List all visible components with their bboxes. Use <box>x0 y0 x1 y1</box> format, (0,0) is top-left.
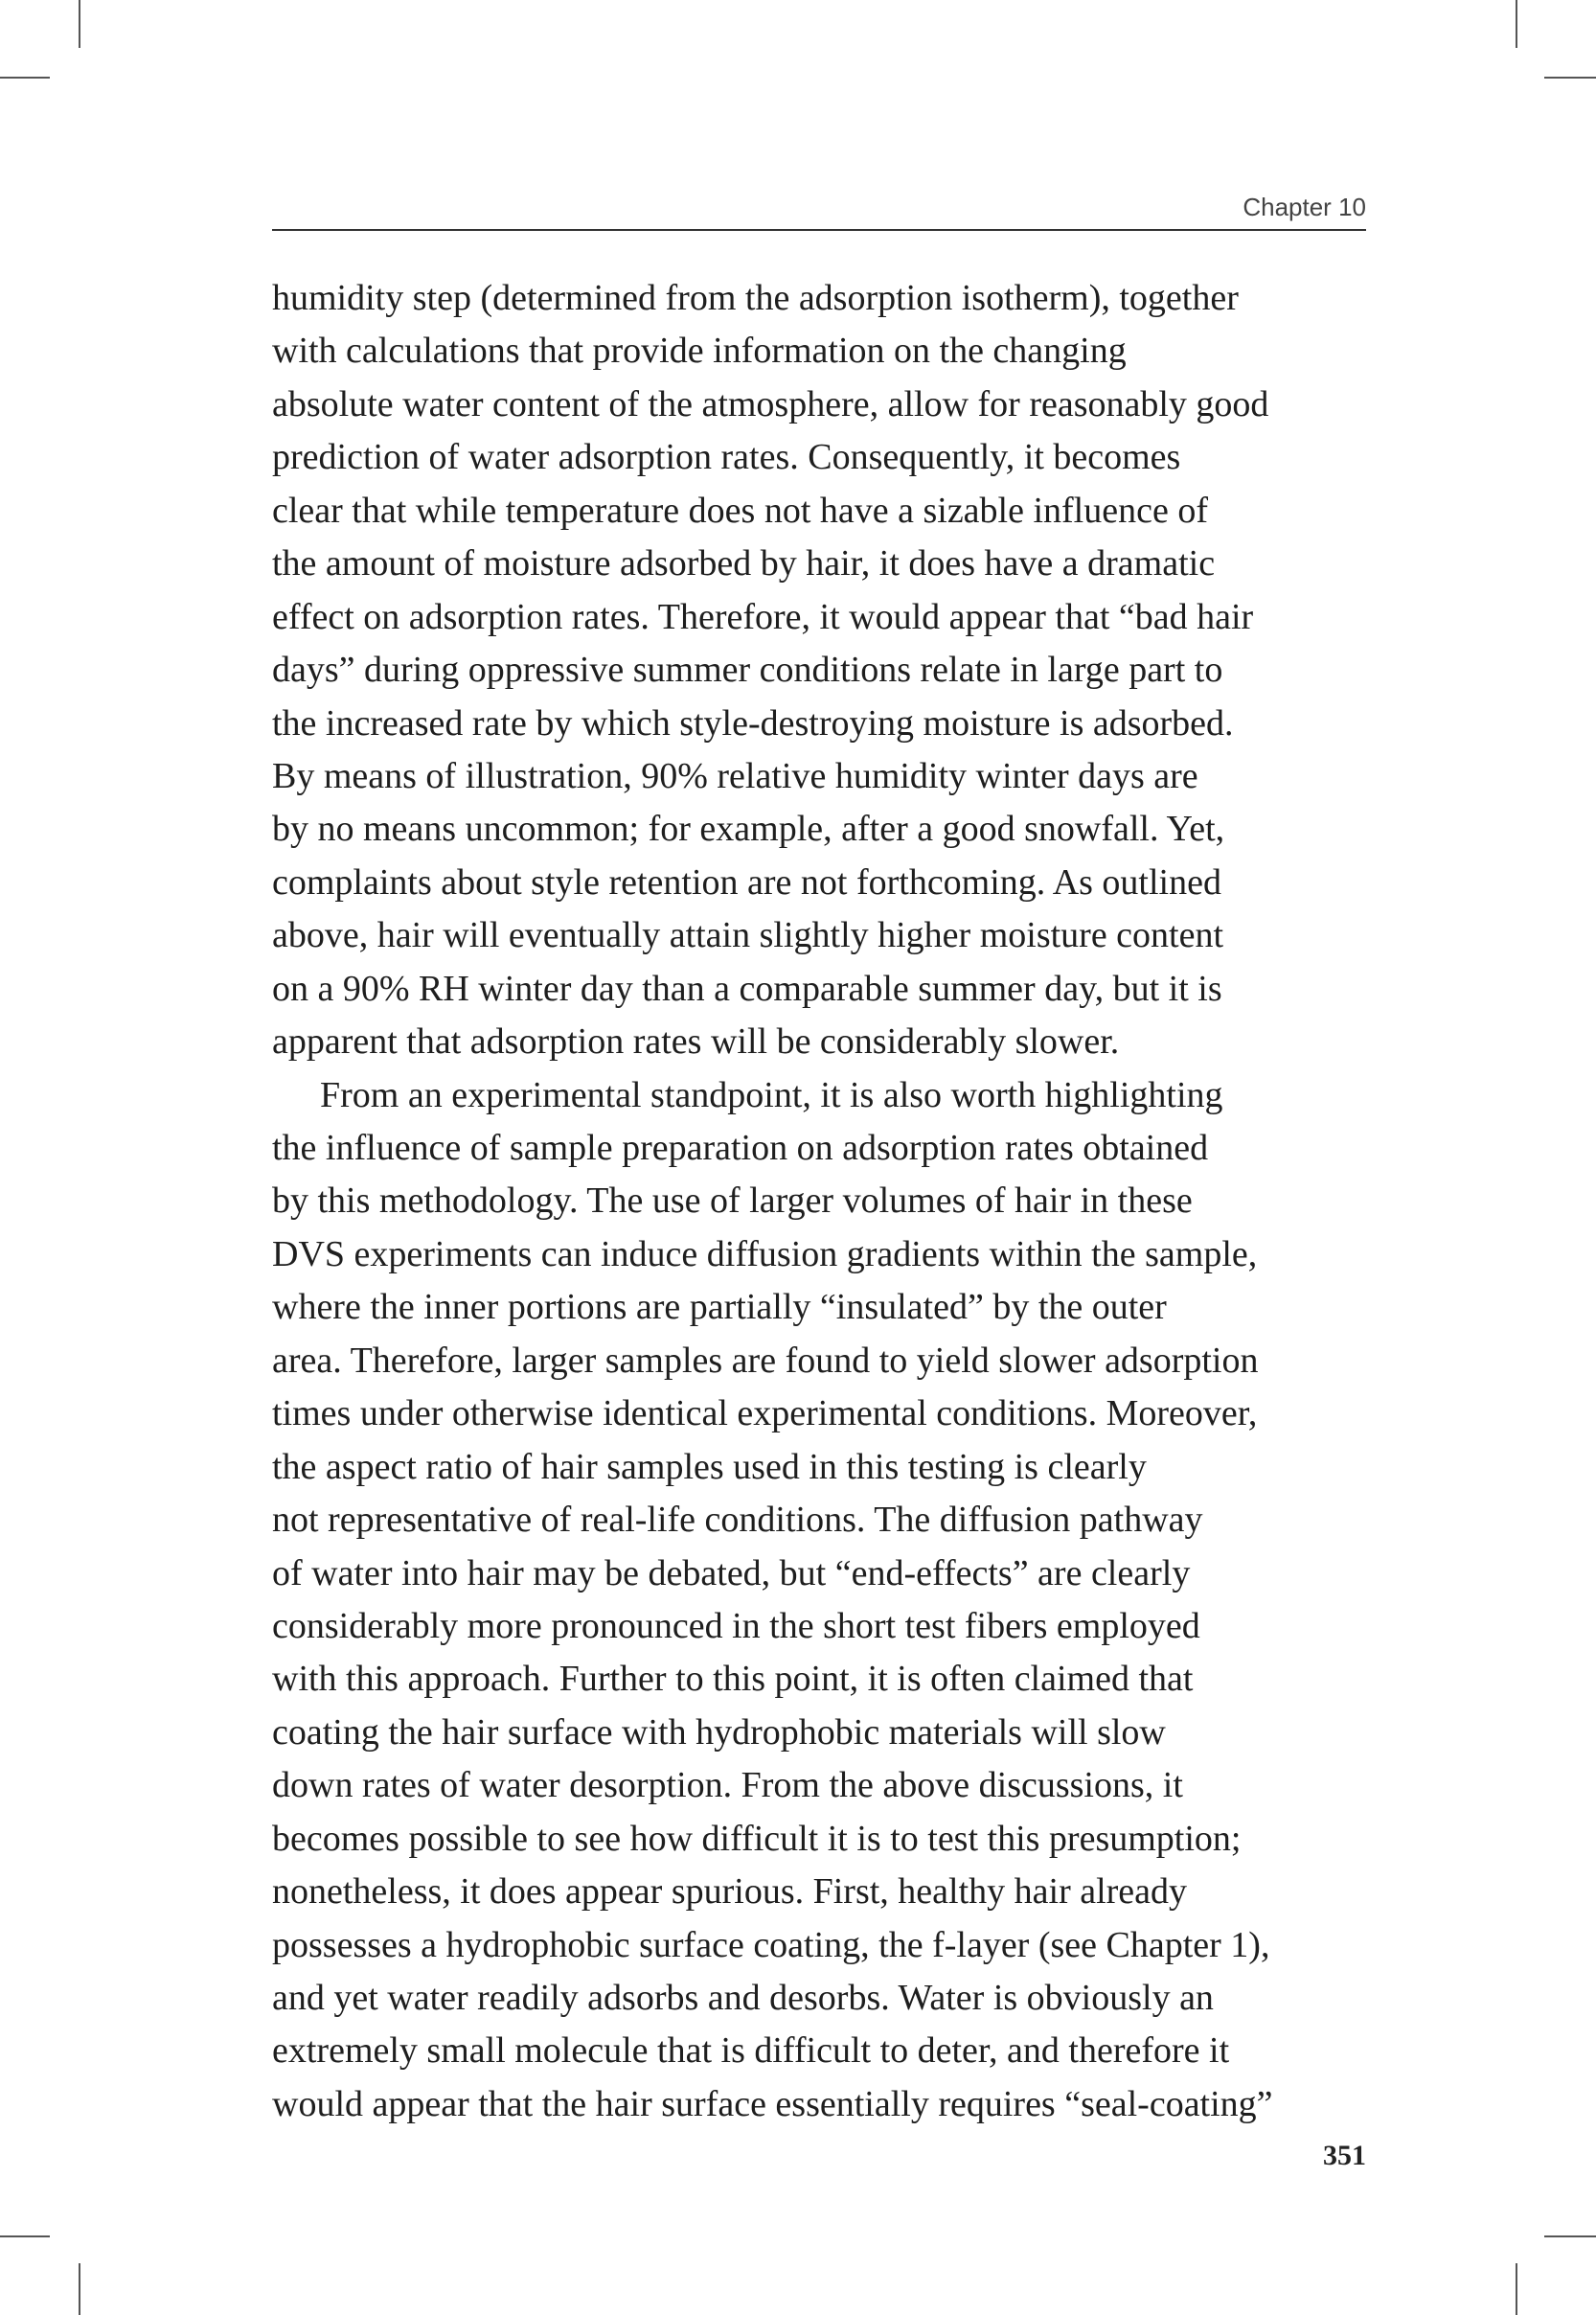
paragraph-start-line: From an experimental standpoint, it is also worth highlighting <box>320 1074 1223 1115</box>
text-line: complaints about style retention are not forthcoming. As outlined <box>272 861 1221 903</box>
text-line: prediction of water adsorption rates. Consequently, it becomes <box>272 437 1181 478</box>
text-line: and yet water readily adsorbs and desorbs. Water is obviously an <box>272 1978 1214 2018</box>
text-line: on a 90% RH winter day than a comparable summer day, but it is <box>272 968 1222 1009</box>
crop-mark-top-right-vertical <box>1516 0 1517 48</box>
crop-mark-top-left-horizontal <box>0 77 50 79</box>
text-line: coating the hair surface with hydrophobic materials will slow <box>272 1711 1166 1753</box>
text-line: becomes possible to see how difficult it is to test this presumption; <box>272 1818 1242 1859</box>
text-line: DVS experiments can induce diffusion gradients within the sample, <box>272 1233 1258 1274</box>
crop-mark-bottom-right-vertical <box>1516 2263 1517 2315</box>
body-text <box>272 272 1383 2131</box>
page-number: 351 <box>1323 2140 1366 2171</box>
text-line: area. Therefore, larger samples are found to yield slower adsorption <box>272 1340 1259 1381</box>
text-line: the aspect ratio of hair samples used in this testing is clearly <box>272 1446 1147 1487</box>
running-head: Chapter 10 <box>1243 193 1366 221</box>
text-line: would appear that the hair surface essentially requires “seal-coating” <box>272 2083 1273 2124</box>
text-line: of water into hair may be debated, but “end-effects” are clearly <box>272 1552 1191 1593</box>
text-line: By means of illustration, 90% relative humidity winter days are <box>272 755 1198 796</box>
text-line: apparent that adsorption rates will be considerably slower. <box>272 1021 1120 1063</box>
text-line: clear that while temperature does not have a sizable influence of <box>272 490 1208 531</box>
text-line: possesses a hydrophobic surface coating, the f-layer (see Chapter 1), <box>272 1924 1270 1965</box>
text-line: with calculations that provide information on the changing <box>272 331 1127 372</box>
text-line: absolute water content of the atmosphere, allow for reasonably good <box>272 383 1269 424</box>
text-line: humidity step (determined from the adsorption isotherm), together <box>272 278 1239 318</box>
text-line: by this methodology. The use of larger volumes of hair in these <box>272 1180 1193 1222</box>
crop-mark-bottom-left-horizontal <box>0 2235 50 2237</box>
text-line: days” during oppressive summer conditions relate in large part to <box>272 650 1223 691</box>
crop-mark-bottom-left-vertical <box>79 2263 80 2315</box>
crop-mark-top-right-horizontal <box>1544 77 1596 79</box>
text-line: nonetheless, it does appear spurious. First, healthy hair already <box>272 1871 1188 1913</box>
text-line: effect on adsorption rates. Therefore, it would appear that “bad hair <box>272 596 1254 637</box>
text-line: above, hair will eventually attain slightly higher moisture content <box>272 915 1224 956</box>
text-line: the amount of moisture adsorbed by hair, it does have a dramatic <box>272 543 1216 584</box>
text-line: not representative of real-life conditions. The diffusion pathway <box>272 1500 1203 1541</box>
text-line: the increased rate by which style-destroying moisture is adsorbed. <box>272 702 1234 744</box>
text-line: down rates of water desorption. From the above discussions, it <box>272 1765 1183 1806</box>
text-line: extremely small molecule that is difficult to deter, and therefore it <box>272 2030 1230 2072</box>
text-line: the influence of sample preparation on adsorption rates obtained <box>272 1128 1209 1168</box>
text-line: considerably more pronounced in the short test fibers employed <box>272 1605 1200 1646</box>
text-line: times under otherwise identical experimental conditions. Moreover, <box>272 1393 1258 1434</box>
crop-mark-bottom-right-horizontal <box>1544 2235 1596 2237</box>
header-rule <box>272 229 1366 231</box>
crop-mark-top-left-vertical <box>79 0 80 48</box>
text-line: with this approach. Further to this point, it is often claimed that <box>272 1659 1194 1700</box>
text-line: by no means uncommon; for example, after a good snowfall. Yet, <box>272 809 1225 850</box>
text-line: where the inner portions are partially “insulated” by the outer <box>272 1287 1167 1328</box>
